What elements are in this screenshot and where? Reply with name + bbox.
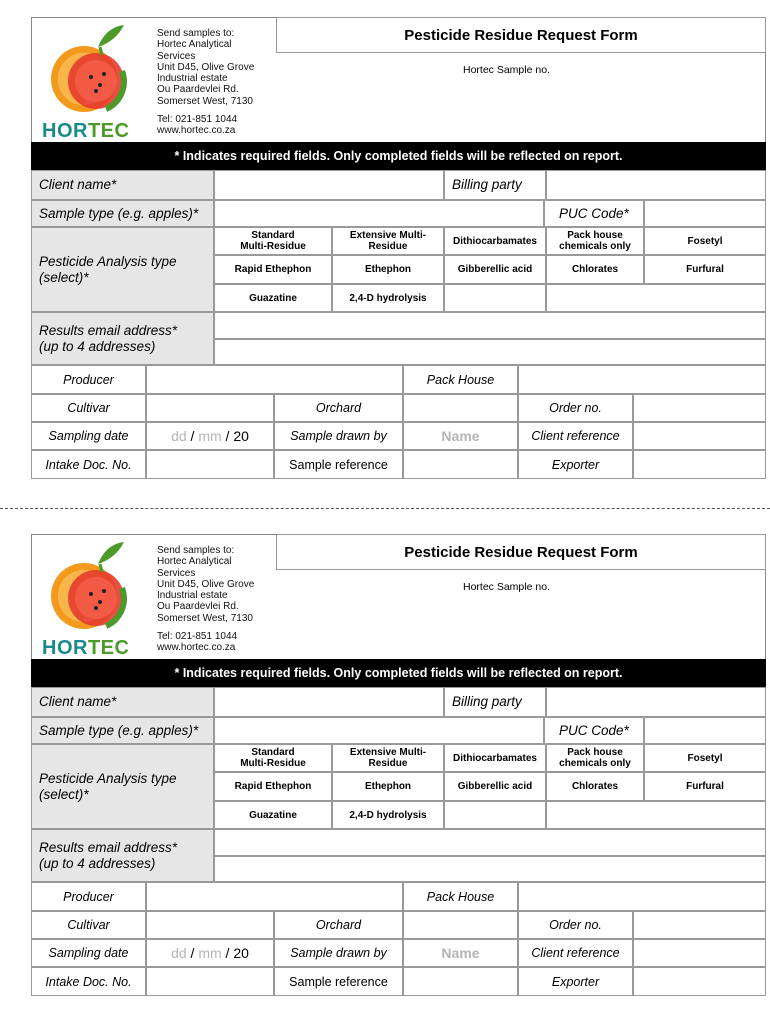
order-no-input[interactable] (633, 394, 766, 422)
form-title: Pesticide Residue Request Form (276, 17, 766, 53)
cultivar-input[interactable] (146, 911, 274, 939)
client-reference-label: Client reference (518, 422, 633, 450)
analysis-type-label: Pesticide Analysis type (select)* (31, 744, 214, 829)
option-furfural[interactable]: Furfural (644, 772, 766, 801)
order-no-input[interactable] (633, 911, 766, 939)
option-2-4-d-hydrolysis[interactable]: 2,4-D hydrolysis (332, 284, 444, 312)
cut-line (0, 508, 770, 509)
option-chlorates[interactable]: Chlorates (546, 772, 644, 801)
pack-house-input[interactable] (518, 882, 766, 911)
order-no-label: Order no. (518, 911, 633, 939)
option-dithiocarbamates[interactable]: Dithiocarbamates (444, 744, 546, 772)
brand-name: HORTEC (42, 120, 130, 142)
option-empty (546, 801, 766, 829)
puc-code-input[interactable] (644, 717, 766, 744)
client-name-label: Client name* (31, 170, 214, 200)
option-gibberellic-acid[interactable]: Gibberellic acid (444, 255, 546, 284)
option-rapid-ethephon[interactable]: Rapid Ethephon (214, 255, 332, 284)
orchard-input[interactable] (403, 911, 518, 939)
puc-code-label: PUC Code* (544, 717, 644, 744)
option-pack-house-chemicals[interactable]: Pack house chemicals only (546, 744, 644, 772)
sample-reference-input[interactable] (403, 967, 518, 996)
sample-reference-label: Sample reference (274, 967, 403, 996)
producer-input[interactable] (146, 365, 403, 394)
option-rapid-ethephon[interactable]: Rapid Ethephon (214, 772, 332, 801)
sample-no-label: Hortec Sample no. (463, 64, 550, 76)
exporter-label: Exporter (518, 967, 633, 996)
exporter-input[interactable] (633, 967, 766, 996)
puc-code-input[interactable] (644, 200, 766, 227)
sample-drawn-by-label: Sample drawn by (274, 939, 403, 967)
client-reference-input[interactable] (633, 939, 766, 967)
billing-party-label: Billing party (444, 170, 546, 200)
option-empty (444, 801, 546, 829)
sample-drawn-by-input[interactable]: Name (403, 422, 518, 450)
sampling-date-label: Sampling date (31, 939, 146, 967)
option-fosetyl[interactable]: Fosetyl (644, 744, 766, 772)
billing-party-input[interactable] (546, 687, 766, 717)
sample-drawn-by-input[interactable]: Name (403, 939, 518, 967)
sampling-date-label: Sampling date (31, 422, 146, 450)
required-fields-banner: * Indicates required fields. Only completed fields will be reflected on report. (31, 659, 766, 687)
intake-doc-label: Intake Doc. No. (31, 967, 146, 996)
sampling-date-input[interactable]: dd / mm / 20 (146, 422, 274, 450)
email-input-1[interactable] (214, 829, 766, 856)
pack-house-label: Pack House (403, 365, 518, 394)
client-reference-label: Client reference (518, 939, 633, 967)
option-gibberellic-acid[interactable]: Gibberellic acid (444, 772, 546, 801)
sample-drawn-by-label: Sample drawn by (274, 422, 403, 450)
option-2-4-d-hydrolysis[interactable]: 2,4-D hydrolysis (332, 801, 444, 829)
cultivar-input[interactable] (146, 394, 274, 422)
brand-name: HORTEC (42, 637, 130, 659)
sample-reference-input[interactable] (403, 450, 518, 479)
address-block: Send samples to: Hortec Analytical Services Unit D45, Olive Grove Industrial estate Ou Paardevlei Rd. Somerset West, 7130 Tel: 021-851 1044 www.hortec.co.za (157, 28, 255, 137)
email-label: Results email address* (up to 4 addresses) (31, 312, 214, 365)
billing-party-input[interactable] (546, 170, 766, 200)
hortec-logo (36, 538, 146, 658)
client-name-label: Client name* (31, 687, 214, 717)
option-standard-multi-residue[interactable]: Standard Multi-Residue (214, 227, 332, 255)
producer-input[interactable] (146, 882, 403, 911)
email-input-2[interactable] (214, 339, 766, 365)
option-guazatine[interactable]: Guazatine (214, 284, 332, 312)
client-name-input[interactable] (214, 687, 444, 717)
option-ethephon[interactable]: Ethephon (332, 255, 444, 284)
sample-no-label: Hortec Sample no. (463, 581, 550, 593)
sample-type-label: Sample type (e.g. apples)* (31, 717, 214, 744)
intake-doc-label: Intake Doc. No. (31, 450, 146, 479)
orchard-label: Orchard (274, 394, 403, 422)
orchard-label: Orchard (274, 911, 403, 939)
sample-reference-label: Sample reference (274, 450, 403, 479)
analysis-type-label: Pesticide Analysis type (select)* (31, 227, 214, 312)
sample-type-input[interactable] (214, 200, 544, 227)
option-fosetyl[interactable]: Fosetyl (644, 227, 766, 255)
pack-house-label: Pack House (403, 882, 518, 911)
option-extensive-multi-residue[interactable]: Extensive Multi- Residue (332, 227, 444, 255)
option-standard-multi-residue[interactable]: Standard Multi-Residue (214, 744, 332, 772)
option-ethephon[interactable]: Ethephon (332, 772, 444, 801)
billing-party-label: Billing party (444, 687, 546, 717)
intake-doc-input[interactable] (146, 967, 274, 996)
email-input-1[interactable] (214, 312, 766, 339)
address-block: Send samples to: Hortec Analytical Services Unit D45, Olive Grove Industrial estate Ou Paardevlei Rd. Somerset West, 7130 Tel: 021-851 1044 www.hortec.co.za (157, 545, 255, 654)
pack-house-input[interactable] (518, 365, 766, 394)
email-label: Results email address* (up to 4 addresses) (31, 829, 214, 882)
option-dithiocarbamates[interactable]: Dithiocarbamates (444, 227, 546, 255)
form-title: Pesticide Residue Request Form (276, 534, 766, 570)
sampling-date-input[interactable]: dd / mm / 20 (146, 939, 274, 967)
email-input-2[interactable] (214, 856, 766, 882)
exporter-label: Exporter (518, 450, 633, 479)
orchard-input[interactable] (403, 394, 518, 422)
option-guazatine[interactable]: Guazatine (214, 801, 332, 829)
orange-icon (36, 538, 146, 636)
producer-label: Producer (31, 365, 146, 394)
orange-icon (36, 21, 146, 119)
option-extensive-multi-residue[interactable]: Extensive Multi- Residue (332, 744, 444, 772)
client-name-input[interactable] (214, 170, 444, 200)
sample-type-label: Sample type (e.g. apples)* (31, 200, 214, 227)
option-empty (444, 284, 546, 312)
exporter-input[interactable] (633, 450, 766, 479)
option-furfural[interactable]: Furfural (644, 255, 766, 284)
cultivar-label: Cultivar (31, 394, 146, 422)
option-empty (546, 284, 766, 312)
option-pack-house-chemicals[interactable]: Pack house chemicals only (546, 227, 644, 255)
option-chlorates[interactable]: Chlorates (546, 255, 644, 284)
client-reference-input[interactable] (633, 422, 766, 450)
required-fields-banner: * Indicates required fields. Only completed fields will be reflected on report. (31, 142, 766, 170)
cultivar-label: Cultivar (31, 911, 146, 939)
hortec-logo (36, 21, 146, 141)
order-no-label: Order no. (518, 394, 633, 422)
producer-label: Producer (31, 882, 146, 911)
puc-code-label: PUC Code* (544, 200, 644, 227)
sample-type-input[interactable] (214, 717, 544, 744)
intake-doc-input[interactable] (146, 450, 274, 479)
